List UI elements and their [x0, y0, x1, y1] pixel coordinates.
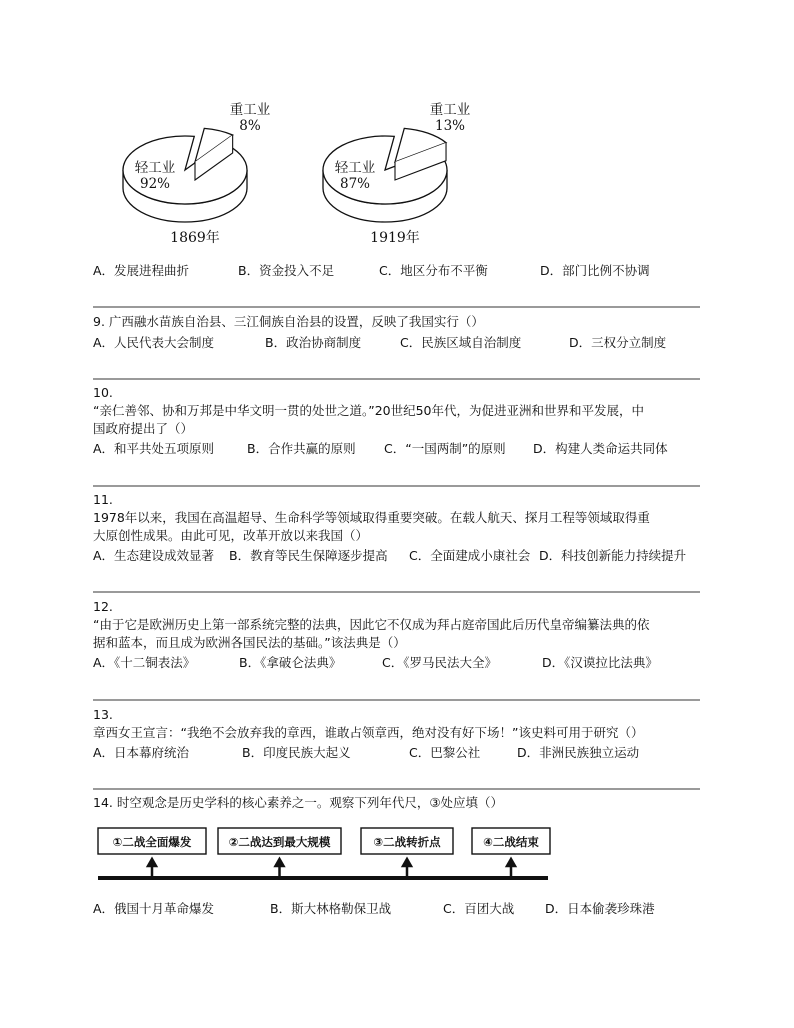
- q13-option-d[interactable]: D．非洲民族独立运动: [517, 745, 640, 760]
- q13-option-b[interactable]: B．印度民族大起义: [242, 745, 351, 760]
- q13-option-c[interactable]: C．巴黎公社: [409, 745, 481, 760]
- q12-option-c[interactable]: C．《罗马民法大全》: [382, 655, 497, 670]
- timeline-box-label: ①二战全面爆发: [112, 835, 192, 849]
- timeline-boxes: [98, 828, 550, 876]
- q10-option-b[interactable]: B．合作共赢的原则: [247, 441, 356, 456]
- q11-option-a[interactable]: A．生态建设成效显著: [93, 548, 215, 563]
- pie-caption: 1919年: [370, 230, 420, 246]
- q9-option-a[interactable]: A．人民代表大会制度: [93, 335, 215, 350]
- separator: [93, 378, 700, 380]
- q11-option-c[interactable]: C．全面建成小康社会: [409, 548, 531, 563]
- pie-value-heavy: 8%: [239, 118, 261, 134]
- pie-label-heavy: 重工业: [429, 102, 471, 118]
- pie-label-light: 轻工业: [134, 160, 176, 176]
- q8-option-b[interactable]: B．资金投入不足: [238, 263, 335, 278]
- q10-option-c[interactable]: C．“一国两制”的原则: [384, 441, 506, 456]
- q11-number: 11.: [93, 492, 113, 507]
- pie-chart-1919: [323, 102, 471, 246]
- q10-option-d[interactable]: D．构建人类命运共同体: [533, 441, 668, 456]
- q9-option-c[interactable]: C．民族区域自治制度: [400, 335, 522, 350]
- q13-stem-line1: 章西女王宣言：“我绝不会放弃我的章西，谁敢占领章西，绝对没有好下场！”该史料可用于研究（）: [93, 725, 644, 740]
- timeline-arrow: [276, 859, 284, 876]
- q12-option-a[interactable]: A．《十二铜表法》: [93, 655, 196, 670]
- q8-option-c[interactable]: C．地区分布不平衡: [379, 263, 488, 278]
- timeline-arrow: [403, 859, 411, 876]
- timeline-box-label: ④二战结束: [483, 835, 539, 849]
- q13-option-a[interactable]: A．日本幕府统治: [93, 745, 190, 760]
- q14-option-b[interactable]: B．斯大林格勒保卫战: [270, 901, 392, 916]
- q14-option-d[interactable]: D．日本偷袭珍珠港: [545, 901, 655, 916]
- q11-option-b[interactable]: B．教育等民生保障逐步提高: [229, 548, 388, 563]
- q10-stem-line2: 国政府提出了（）: [93, 421, 194, 436]
- pie-label-heavy: 重工业: [229, 102, 271, 118]
- timeline-ruler: [93, 824, 563, 884]
- q9-stem: 9. 广西融水苗族自治县、三江侗族自治县的设置，反映了我国实行（）: [93, 314, 484, 329]
- q11-stem-line2: 大原创性成果。由此可见，改革开放以来我国（）: [93, 528, 369, 543]
- pie-value-heavy: 13%: [434, 118, 466, 134]
- pie-label-light: 轻工业: [334, 160, 376, 176]
- q10-stem-line1: “亲仁善邻、协和万邦是中华文明一贯的处世之道。”20世纪50年代，为促进亚洲和世界和平发展，中: [93, 403, 645, 418]
- separator: [93, 788, 700, 790]
- q8-option-d[interactable]: D．部门比例不协调: [540, 263, 650, 278]
- q9-option-d[interactable]: D．三权分立制度: [569, 335, 667, 350]
- q12-stem-line1: “由于它是欧洲历史上第一部系统完整的法典，因此它不仅成为拜占庭帝国此后历代皇帝编纂法典的依: [93, 617, 650, 632]
- q11-option-d[interactable]: D．科技创新能力持续提升: [539, 548, 687, 563]
- timeline-box-label: ③二战转折点: [373, 835, 441, 849]
- q14-option-c[interactable]: C．百团大战: [443, 901, 515, 916]
- q11-stem-line1: 1978年以来，我国在高温超导、生命科学等领域取得重要突破。在载人航天、探月工程等领域取得重: [93, 510, 650, 525]
- separator: [93, 591, 700, 593]
- pie-value-light: 87%: [339, 176, 371, 192]
- q13-number: 13.: [93, 707, 113, 722]
- timeline-arrow: [507, 859, 515, 876]
- q9-option-b[interactable]: B．政治协商制度: [265, 335, 362, 350]
- separator: [93, 699, 700, 701]
- timeline-axis: [98, 876, 548, 880]
- timeline-svg: [93, 824, 563, 884]
- pie-value-light: 92%: [139, 176, 171, 192]
- q12-option-b[interactable]: B．《拿破仑法典》: [239, 655, 342, 670]
- timeline-box-label: ②二战达到最大规模: [228, 835, 331, 849]
- q12-stem-line2: 据和蓝本，而且成为欧洲各国民法的基础。”该法典是（）: [93, 635, 406, 650]
- separator: [93, 306, 700, 308]
- q12-number: 12.: [93, 599, 113, 614]
- q14-option-a[interactable]: A．俄国十月革命爆发: [93, 901, 215, 916]
- pie-caption: 1869年: [170, 230, 220, 246]
- q12-option-d[interactable]: D．《汉谟拉比法典》: [542, 655, 658, 670]
- q8-option-a[interactable]: A．发展进程曲折: [93, 263, 190, 278]
- pie-chart-1869: [123, 102, 271, 246]
- pie-chart-figure: [110, 90, 510, 250]
- pie-charts-svg: [110, 90, 510, 250]
- q10-number: 10.: [93, 385, 113, 400]
- q10-option-a[interactable]: A．和平共处五项原则: [93, 441, 215, 456]
- q14-stem: 14. 时空观念是历史学科的核心素养之一。观察下列年代尺，③处应填（）: [93, 795, 504, 810]
- timeline-arrow: [148, 859, 156, 876]
- separator: [93, 485, 700, 487]
